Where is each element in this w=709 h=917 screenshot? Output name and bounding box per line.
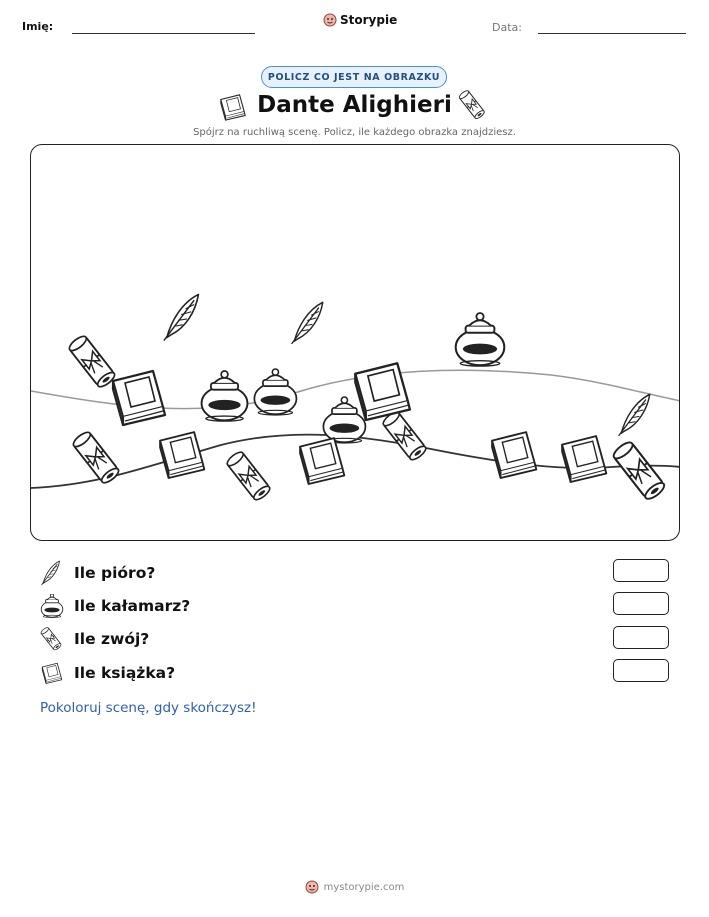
answer-box-feather[interactable] xyxy=(613,559,669,582)
activity-badge: POLICZ CO JEST NA OBRAZKU xyxy=(261,66,447,88)
date-input-line[interactable] xyxy=(538,33,686,34)
question-row xyxy=(40,592,190,620)
scroll-icon xyxy=(225,450,272,502)
question-text: Ile kałamarz? xyxy=(74,597,191,615)
answer-box-scroll[interactable] xyxy=(613,626,669,649)
question-text: Ile pióro? xyxy=(74,564,156,582)
question-row xyxy=(40,659,175,687)
book-icon xyxy=(160,432,204,478)
scroll-icon xyxy=(40,627,64,651)
feather-icon xyxy=(164,294,199,340)
page-title: Dante Alighieri xyxy=(257,92,452,118)
brand-name: Storypie xyxy=(340,13,398,27)
scroll-icon xyxy=(71,430,121,485)
date-label: Data: xyxy=(492,21,522,34)
instructions-text: Spójrz na ruchliwą scenę. Policz, ile każdego obrazka znajdziesz. xyxy=(193,127,516,138)
scene-illustration xyxy=(31,145,680,541)
footer-url[interactable]: mystorypie.com xyxy=(323,881,405,893)
question-row xyxy=(40,625,149,653)
scene-frame xyxy=(30,144,680,541)
scroll-icon xyxy=(381,410,428,462)
coloring-note: Pokoloruj scenę, gdy skończysz! xyxy=(40,700,257,716)
scroll-icon xyxy=(611,440,666,502)
feather-icon xyxy=(292,302,323,344)
name-label: Imię: xyxy=(22,20,54,33)
storypie-logo-icon xyxy=(323,13,337,27)
inkwell-icon xyxy=(40,594,64,618)
scroll-icon xyxy=(67,334,117,389)
inkwell-icon xyxy=(456,313,505,366)
answer-box-book[interactable] xyxy=(613,659,669,682)
brand-logo xyxy=(323,13,397,27)
question-row xyxy=(40,559,155,587)
inkwell-icon xyxy=(254,369,296,415)
scroll-icon xyxy=(458,90,488,120)
footer xyxy=(0,880,709,894)
answer-box-inkwell[interactable] xyxy=(613,592,669,615)
feather-icon xyxy=(40,560,64,586)
book-icon xyxy=(562,436,606,482)
feather-icon xyxy=(619,394,650,436)
book-icon xyxy=(492,432,536,478)
book-icon xyxy=(355,363,410,420)
inkwell-icon xyxy=(323,397,365,443)
question-text: Ile książka? xyxy=(74,664,176,682)
question-text: Ile zwój? xyxy=(74,630,150,648)
book-icon xyxy=(40,661,64,685)
book-icon xyxy=(300,438,344,484)
inkwell-icon xyxy=(202,371,248,421)
name-input-line[interactable] xyxy=(72,33,255,34)
book-icon xyxy=(113,371,165,425)
storypie-logo-icon xyxy=(305,880,319,894)
